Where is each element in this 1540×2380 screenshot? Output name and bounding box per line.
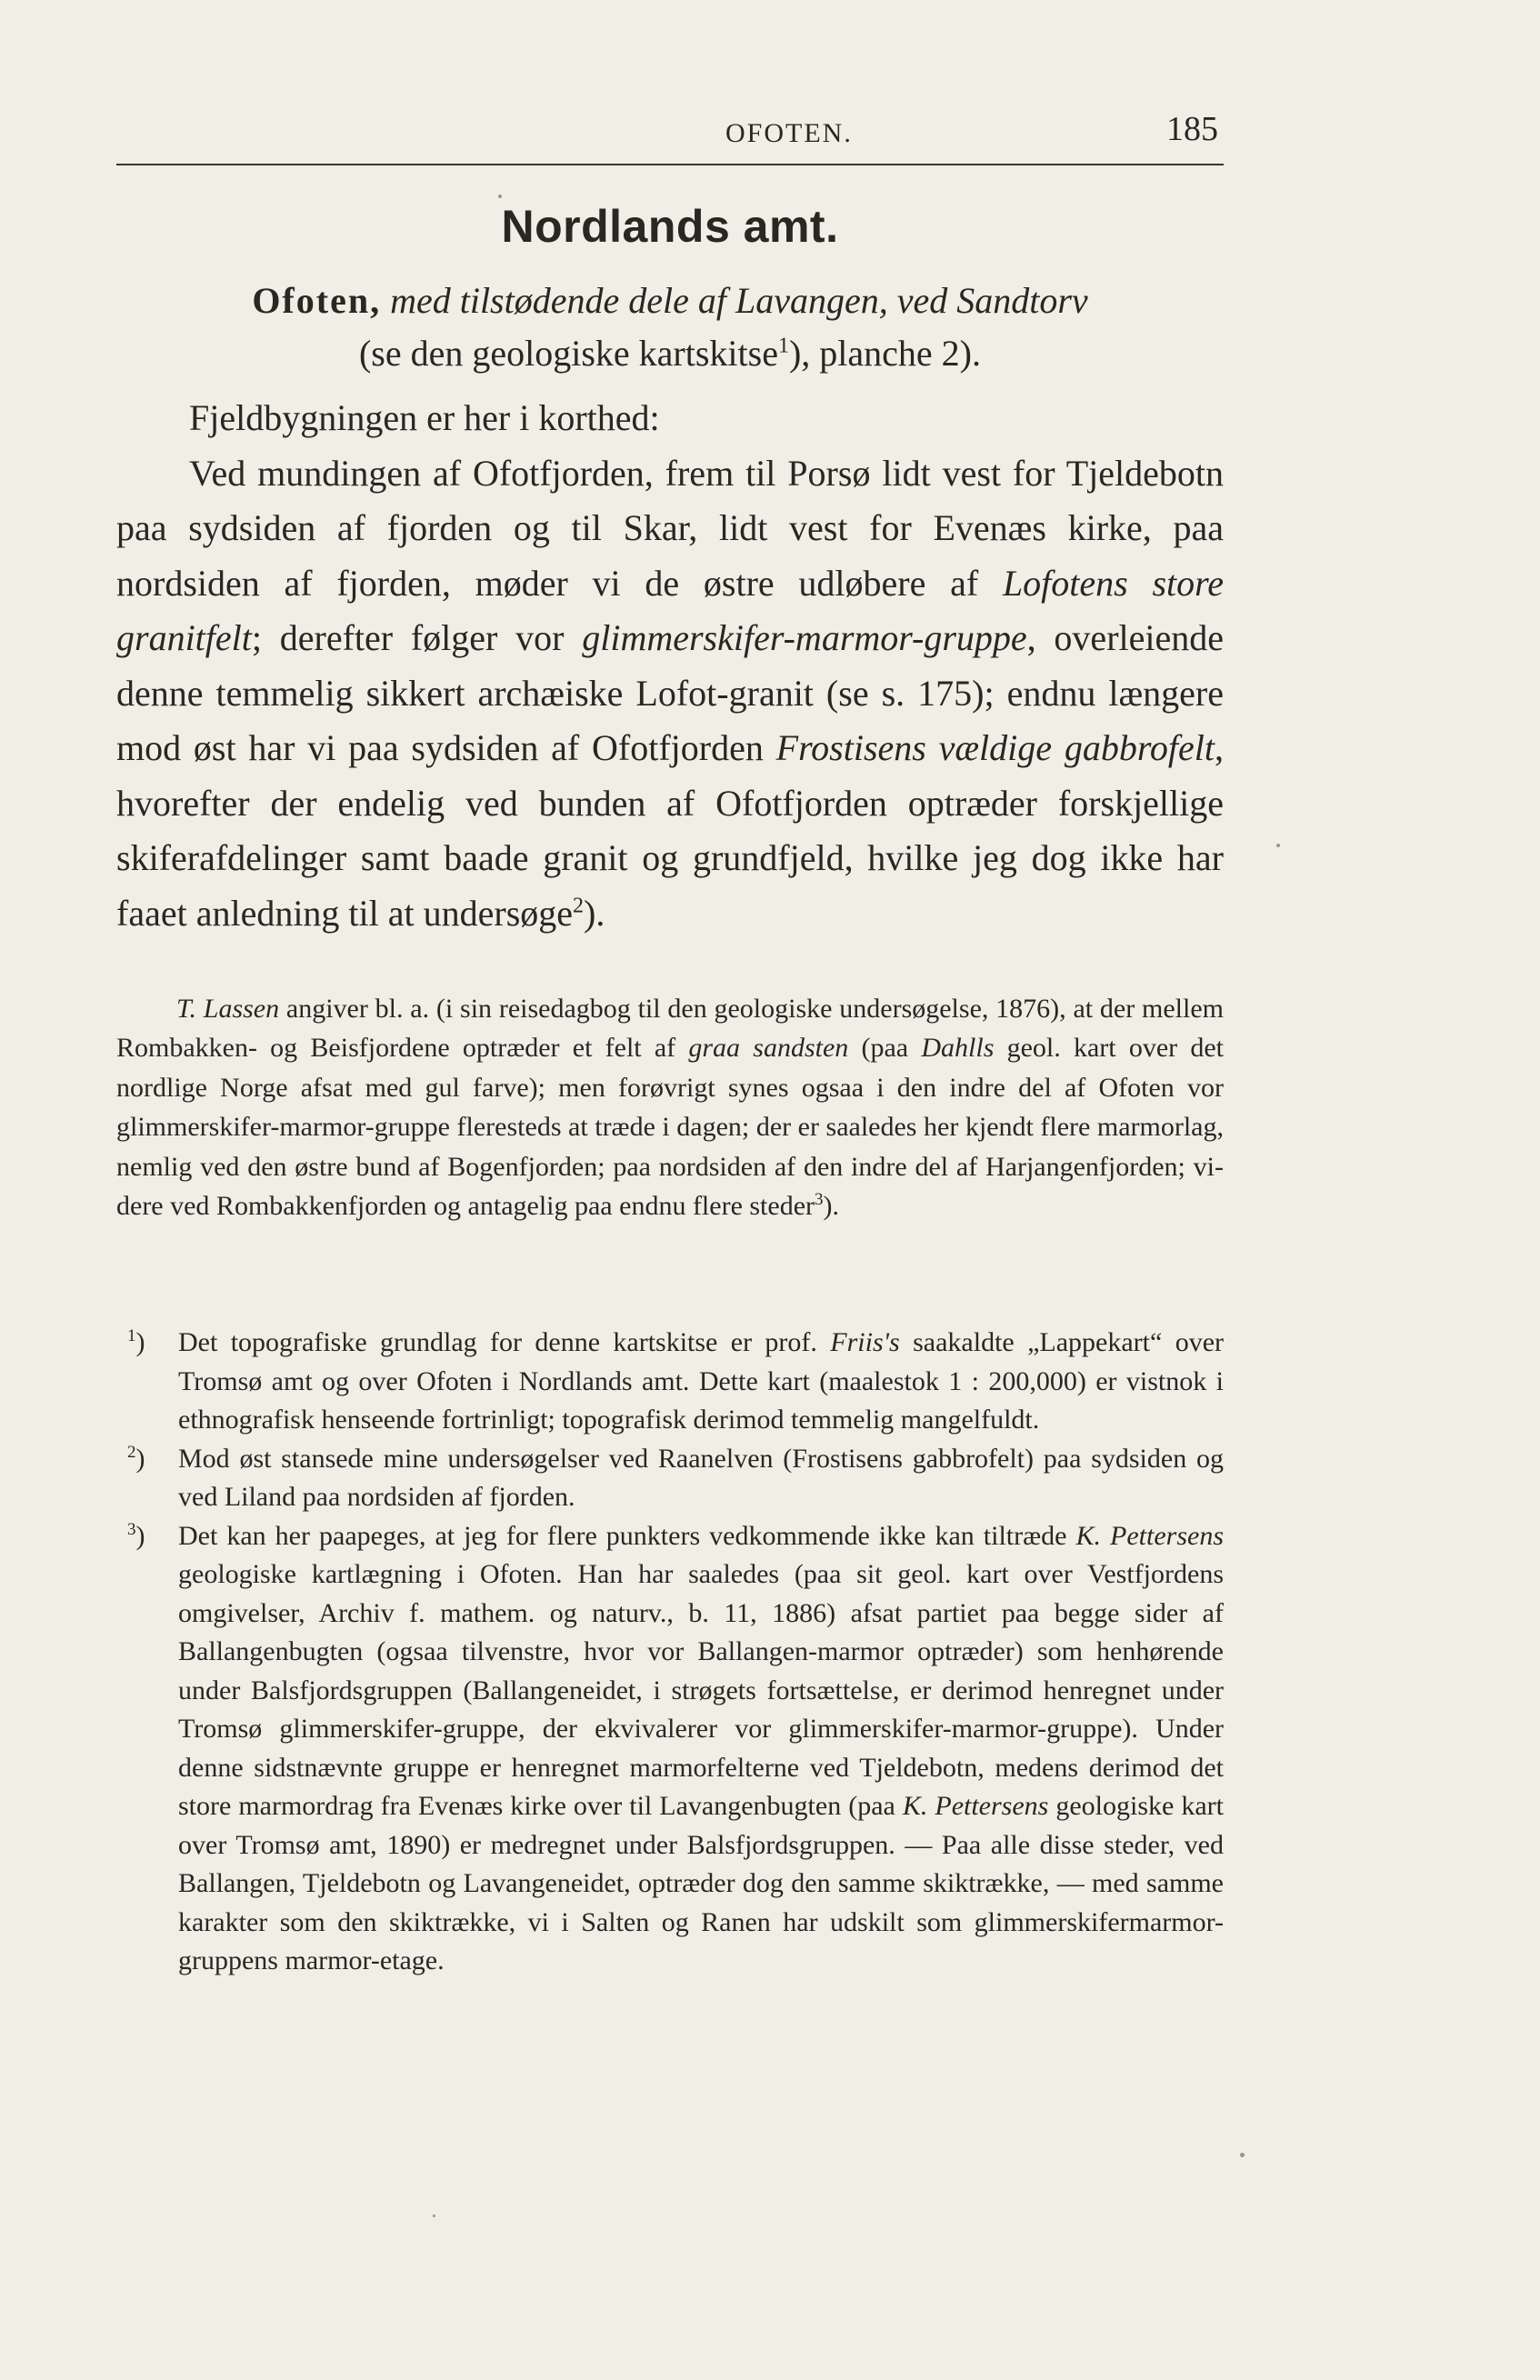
subtitle-line-2 xyxy=(116,327,1224,380)
footnote-ref: 1 xyxy=(777,334,789,358)
footnote-2 xyxy=(116,1440,1224,1517)
main-text xyxy=(116,391,1224,941)
italic-run: K. Pettersens xyxy=(1075,1520,1225,1551)
italic-run: Lofotens store granitfelt xyxy=(116,562,1224,658)
paper-speckle xyxy=(433,2215,435,2217)
paper-speckle xyxy=(1276,844,1280,847)
text-run: angiver bl. a. (i sin reisedagbog til den geologiske undersøgelse, 1876), at der mellem Rombakken- og Beisfjordene optræder et felt af xyxy=(116,994,1224,1064)
text-run: geologiske kartlægning i Ofoten. Han har saaledes (paa sit geol. kart over Vestfjordens omgivelser, Archiv f. mathem. og naturv., b. 11, 1886) afsat partiet paa begge sider af Ballangenbugten (ogsaa tilvenstre, hvor vor Ballangen-marmor optræder) som henhørende under Balsfjordsgruppen (Ballangeneidet, i strøgets fortsættelse, er derimod henregnet under Tromsø glimmerskifer-gruppe, der ekvivalerer vor glimmerskifer-marmor-gruppe). Under denne sidstnævnte gruppe er henregnet marmorfelterne ved Tjeldebotn, medens derimod det store marmordrag fra Evenæs kirke over til Lavangenbugten (paa xyxy=(178,1559,1224,1821)
subtitle-line-1 xyxy=(116,275,1224,327)
paragraph xyxy=(116,446,1224,942)
subtitle-qualifier: med tilstødende dele af Lavangen, ved Sandtorv xyxy=(390,280,1088,321)
footnote-number: 3 xyxy=(127,1519,136,1539)
subtitle-place: Ofoten, xyxy=(252,280,382,321)
italic-run: vældige gabbrofelt xyxy=(938,727,1215,768)
text-run: , hvorefter der endelig ved bunden af Ofotfjorden optræder forskjellige skiferafdelinger samt baade granit og grundfjeld, hvilke jeg dog ikke har faaet anledning til at undersøge xyxy=(116,727,1224,934)
text-run: ). xyxy=(584,892,605,934)
page-number: 185 xyxy=(1166,110,1218,148)
subtitle-text: (se den geologiske kartskitse xyxy=(358,333,778,374)
footnote-mark: $^3$) xyxy=(127,1519,145,1551)
italic-run: Friis's xyxy=(830,1327,900,1357)
section-title: Nordlands amt. xyxy=(501,201,839,252)
paper-speckle xyxy=(1240,2153,1245,2157)
running-head: OFOTEN. xyxy=(725,118,853,148)
text-run: Det kan her paapeges, at jeg for flere punkters vedkommende ikke kan tiltræde xyxy=(178,1520,1076,1551)
text-run: geologiske kart over Tromsø amt, 1890) er medregnet under Balsfjordsgruppen. — Paa alle disse steder, ved Ballangen, Tjeldebotn og Lavangeneidet, optræder dog den samme skiktrække, — med samme karakter som den skiktrække, vi i Salten og Ranen har udskilt som glimmerskifermarmor-gruppens marmor-etage. xyxy=(178,1791,1224,1975)
italic-run: T. Lassen xyxy=(176,994,280,1024)
italic-run: graa sandsten xyxy=(688,1033,849,1064)
footnotes xyxy=(116,1324,1224,1981)
footnote-number: 1 xyxy=(127,1326,136,1345)
text-run: Mod øst stansede mine undersøgelser ved Raanelven (Frostisens gabbrofelt) paa sydsiden og ved Liland paa nordsiden af fjorden. xyxy=(178,1443,1224,1512)
section-subtitle xyxy=(116,275,1224,380)
text-run: ; derefter følger vor xyxy=(251,617,583,658)
italic-run: Frostisens xyxy=(775,727,926,768)
small-print-paragraph xyxy=(116,989,1224,1225)
footnote-3 xyxy=(116,1517,1224,1981)
subtitle-text: ), planche 2). xyxy=(788,333,981,374)
text-run: ). xyxy=(823,1191,840,1222)
footnote-ref: 3 xyxy=(815,1190,824,1210)
text-run: Det topografiske grundlag for denne kartskitse er prof. xyxy=(178,1327,831,1357)
page-header xyxy=(116,107,1224,165)
footnote-1 xyxy=(116,1324,1224,1440)
footnote-mark: $^2$) xyxy=(127,1442,145,1474)
italic-run: glimmerskifer-marmor-gruppe xyxy=(582,617,1027,658)
footnote-mark: $^1$) xyxy=(127,1326,145,1357)
footnote-ref: 2 xyxy=(573,894,585,918)
text-run: geol. kart over det nordlige Norge afsat med gul farve); men forøvrigt synes ogsaa i den indre del af Ofoten vor glimmerskifer-marmor-gruppe fleresteds at træde i dagen; der er saaledes her kjendt flere marmorlag, nemlig ved den østre bund af Bogenfjorden; paa nordsiden af den indre del af Harjangenfjorden; videre ved Rombakkenfjorden og antagelig paa endnu flere steder xyxy=(116,1033,1225,1222)
footnote-number: 2 xyxy=(127,1442,136,1462)
text-run: (paa xyxy=(848,1033,922,1064)
italic-run: K. Pettersens xyxy=(902,1791,1049,1821)
paper-speckle xyxy=(498,195,502,198)
text-run xyxy=(926,727,939,768)
text-run: saakaldte „Lappekart“ over Tromsø amt og over Ofoten i Nordlands amt. Dette kart (maalestok 1 : 200,000) er vistnok i ethnografisk henseende fortrinligt; topografisk derimod temmelig mangelfuldt. xyxy=(178,1327,1224,1435)
italic-run: Dahlls xyxy=(921,1033,995,1064)
text-run: Ved mundingen af Ofotfjorden, frem til Porsø lidt vest for Tjeldebotn paa sydsiden af fjorden og til Skar, lidt vest for Evenæs kirke, paa nordsiden af fjorden, møder vi de østre udløbere af xyxy=(116,452,1224,604)
text-run: , overleiende denne temmelig sikkert archæiske Lofot-granit (se s. 175); endnu længere mod øst har vi paa sydsiden af Ofotfjorden xyxy=(116,617,1224,768)
paragraph: Fjeldbygningen er her i korthed: xyxy=(189,397,660,438)
